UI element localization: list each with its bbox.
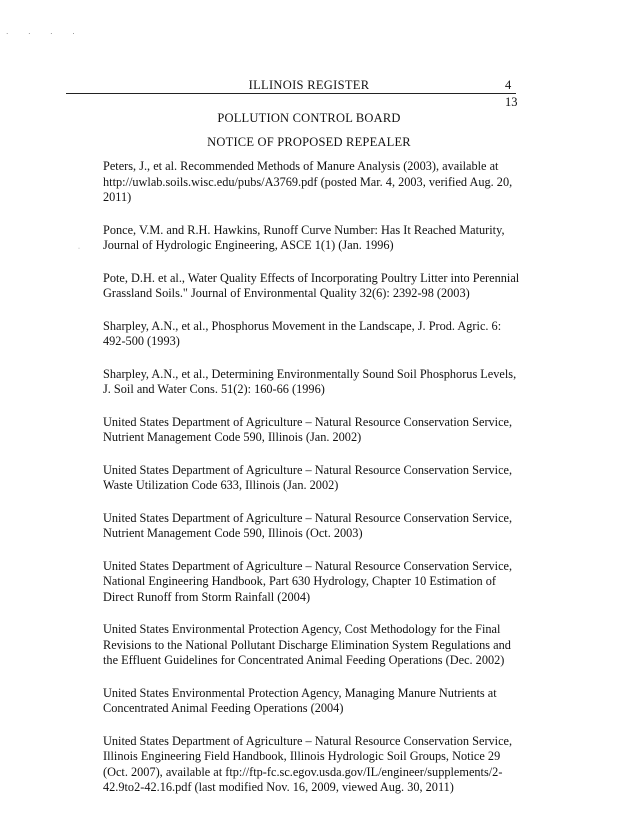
reference-item: United States Department of Agriculture – Natural Resource Conservation Service, National Engineering Handbook, Part 630 Hydrology, Chapter 10 Estimation of Direct Runoff from Storm Rainfall (2004) [103,558,513,604]
reference-item: United States Environmental Protection Agency, Cost Methodology for the Final Revisions to the National Pollutant Discharge Elimination System Regulations and the Effluent Guidelines for Concentrated Animal Feeding Operations (Dec. 2002) [103,622,511,667]
header-rule [66,93,516,94]
reference-item: Sharpley, A.N., et al., Phosphorus Movement in the Landscape, J. Prod. Agric. 6: 492-500 (1993) [103,318,502,348]
reference-item: United States Department of Agriculture – Natural Resource Conservation Service, Waste Utilization Code 633, Illinois (Jan. 2002) [103,462,513,492]
reference-item: Ponce, V.M. and R.H. Hawkins, Runoff Curve Number: Has It Reached Maturity, Journal of Hydrologic Engineering, ASCE 1(1) (Jan. 1996) [103,222,505,252]
scan-speck: · [78,246,80,252]
reference-item: Pote, D.H. et al., Water Quality Effects of Incorporating Poultry Litter into Perennial Grassland Soils." Journal of Environmental Quality 32(6): 2392-98 (2003) [103,270,520,300]
register-title: ILLINOIS REGISTER [248,78,370,92]
reference-item: United States Environmental Protection Agency, Managing Manure Nutrients at Concentrated Animal Feeding Operations (2004) [103,685,497,715]
page-number: 4 [505,78,512,92]
board-title: POLLUTION CONTROL BOARD [217,111,401,125]
reference-item: United States Department of Agriculture – Natural Resource Conservation Service, Illinois Engineering Field Handbook, Illinois Hydrologic Soil Groups, Notice 29 (Oct. 2007), available at ftp://ftp-fc.sc.egov.usda.gov/IL/engineer/supplements/2-42.9to2-42.16.pdf (last modified Nov. 16, 2009, viewed Aug. 30, 2011) [103,733,513,794]
reference-list [103,159,523,813]
reference-item: Sharpley, A.N., et al., Determining Environmentally Sound Soil Phosphorus Levels, J. Soil and Water Cons. 51(2): 160-66 (1996) [103,366,517,396]
reference-item: Peters, J., et al. Recommended Methods of Manure Analysis (2003), available at http://uwlab.soils.wisc.edu/pubs/A3769.pdf (posted Mar. 4, 2003, verified Aug. 20, 2011) [103,159,513,204]
reference-item: United States Department of Agriculture – Natural Resource Conservation Service, Nutrient Management Code 590, Illinois (Jan. 2002) [103,414,513,444]
reference-item: United States Department of Agriculture – Natural Resource Conservation Service, Nutrient Management Code 590, Illinois (Oct. 2003) [103,510,513,540]
issue-number: 13 [505,95,518,109]
notice-title: NOTICE OF PROPOSED REPEALER [207,135,411,149]
scan-specks: · · · · [6,30,84,38]
